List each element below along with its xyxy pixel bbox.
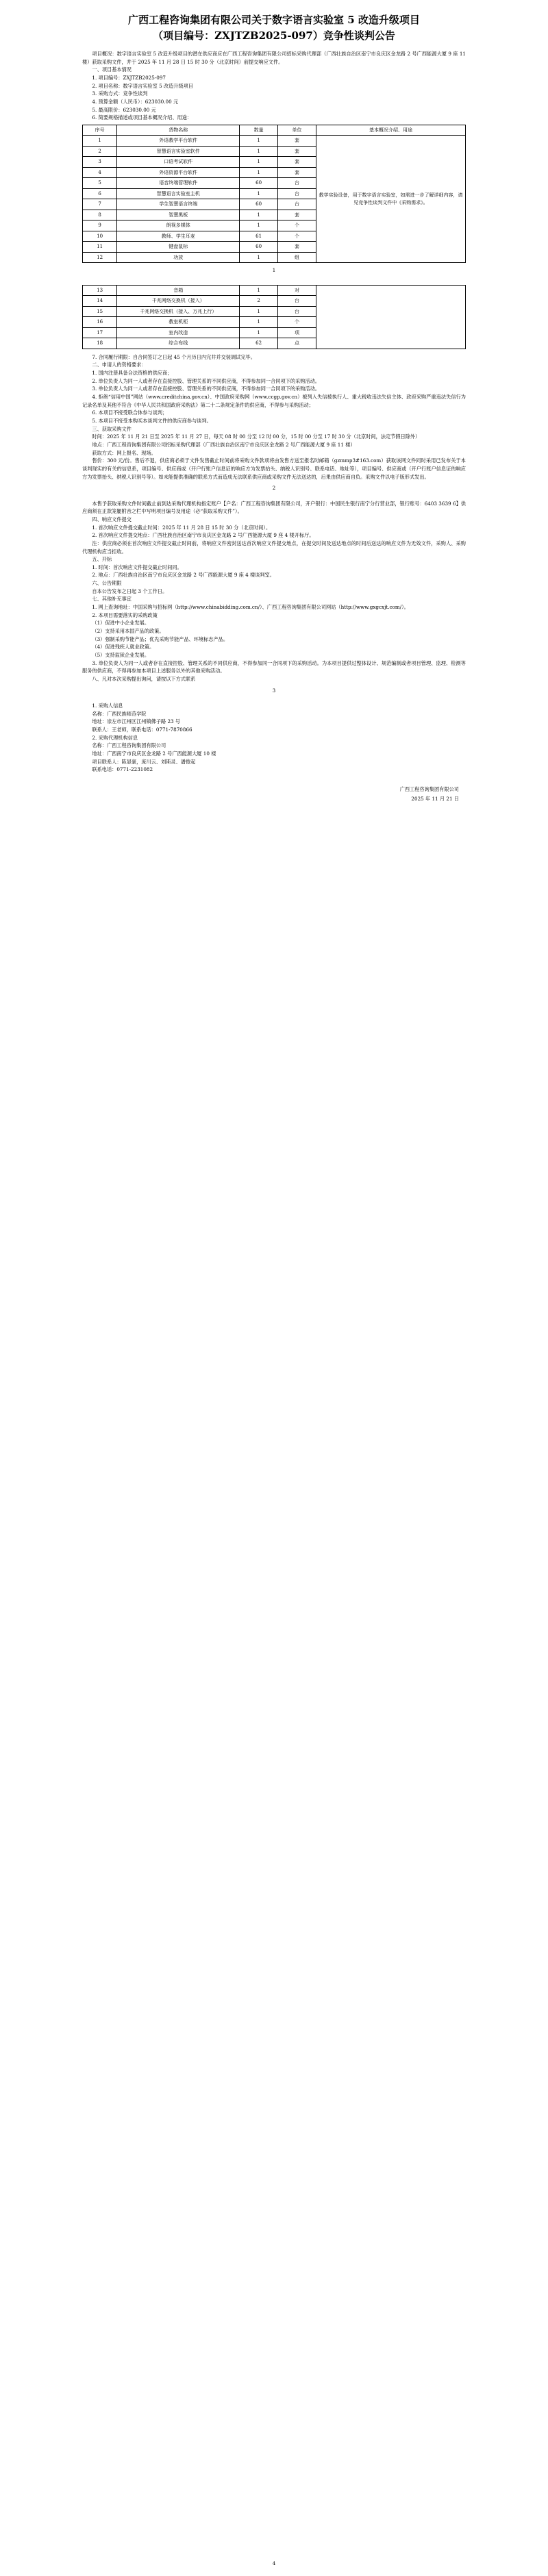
section-4-location: 2. 首次响应文件提交地点：广西壮族自治区南宁市良庆区金龙路 2 号广西能源大厦 9 座 4 楼开标厅。 — [92, 532, 314, 539]
section-7-policy-1: （1）促进中小企业发展。 — [92, 620, 150, 627]
cell-unit: 套 — [278, 242, 316, 253]
section-7-title: 七、其他补充事宜 — [92, 596, 132, 603]
cell-unit: 项 — [278, 327, 316, 338]
cell-qty: 1 — [240, 210, 278, 220]
section-7-policy-5: （5）支持监狱企业发展。 — [92, 652, 150, 659]
agency-name: 名称：广西工程咨询集团有限公司 — [92, 742, 166, 749]
page-number-3: 3 — [272, 687, 276, 694]
page-title — [0, 0, 548, 46]
cell-name: 音箱 — [117, 285, 240, 296]
section-4-deadline: 1. 首次响应文件提交截止时间：2025 年 11 月 28 日 15 时 30 分（北京时间）。 — [92, 524, 271, 531]
cell-index: 8 — [83, 210, 117, 220]
cell-index: 11 — [83, 242, 117, 253]
section-2-item-5: 6. 本项目不接受联合体参与谈判； — [92, 409, 168, 416]
cell-unit: 点 — [278, 338, 316, 349]
cell-index: 1 — [83, 136, 117, 147]
cell-unit: 套 — [278, 167, 316, 178]
cell-unit: 台 — [278, 178, 316, 189]
title-line-2: （项目编号：ZXJTZB2025-097）竞争性谈判公告 — [153, 29, 395, 42]
cell-index: 7 — [83, 199, 117, 210]
cell-unit: 台 — [278, 188, 316, 199]
purchaser-title: 1. 采购人信息 — [92, 702, 123, 709]
cell-qty: 60 — [240, 178, 278, 189]
document-body — [0, 46, 548, 803]
cell-index: 12 — [83, 252, 117, 263]
cell-qty: 1 — [240, 252, 278, 263]
section-3-payment: 本售予获取采购文件时间截止前到达采购代理机构指定账户【户名：广西工程咨询集团有限公司，开户银行：中国民生银行南宁分行营业部，银行账号：6403 3639 6】供应商须在正款笼腿附音之栏中写明项目编号及用途（必“获取采购文件”）。 — [82, 500, 466, 515]
col-quantity: 数量 — [240, 125, 278, 136]
col-description: 基本概况介绍、用途 — [316, 125, 465, 136]
cell-name: 教师、学生耳麦 — [117, 231, 240, 242]
col-index: 序号 — [83, 125, 117, 136]
signature-block — [82, 785, 466, 803]
cell-description-blank — [316, 285, 465, 349]
cell-qty: 1 — [240, 136, 278, 147]
section-1-item-5: 5. 最高限价：623030.00 元 — [92, 106, 156, 113]
cell-qty: 2 — [240, 296, 278, 307]
section-3-price: 售价：300 元/份。售后不退，供应商必须于文件发售截止时间前将采购文件款项将由发售方送至报名时邮箱（gzmmp3#163.com）获取该网文件同时采用已发布关于本谈判现实的有关的信息系，项目编号、供应商或（开户行账户信息证的响应方为发票抬头、纳税人识别号、联系电话、地址等），项目编号、供应商或（开户行账户信息证的响应方为发票抬头、纳税人识别号等）。如未能提供准确的联系方式而造成无法联系供应商或采购文件无法送达的，后果由供应商自负。采购文件以电子版形式发出。 — [82, 457, 466, 480]
cell-name: 室内改造 — [117, 327, 240, 338]
cell-unit: 套 — [278, 210, 316, 220]
cell-index: 10 — [83, 231, 117, 242]
section-2-item-2: 2. 单位负责人为同一人或者存在直接控股、管理关系的不同供应商，不得参加同一合同项下的采购活动。 — [92, 377, 320, 384]
cell-name: 键盘鼠标 — [117, 242, 240, 253]
section-7-policy-4: （4）促进残疾人就业政策。 — [92, 644, 155, 651]
cell-qty: 1 — [240, 146, 278, 157]
agency-contact-person: 项目联系人：陈显豪，庞川云、刘斯灵、潘俊起 — [92, 758, 196, 765]
purchaser-address: 地址：崇左市江州区江州镇佛子路 23 号 — [92, 718, 181, 725]
cell-qty: 60 — [240, 242, 278, 253]
cell-qty: 1 — [240, 188, 278, 199]
cell-name: 智慧语言实验室主机 — [117, 188, 240, 199]
purchaser-name: 名称：广西民族师范学院 — [92, 710, 147, 717]
cell-qty: 61 — [240, 231, 278, 242]
cell-unit: 套 — [278, 146, 316, 157]
table-row — [83, 136, 466, 147]
section-1-item-6: 6. 简要规格描述或项目基本概况介绍、用途： — [92, 114, 192, 121]
goods-table-part-2 — [82, 285, 466, 349]
cell-name: 外语资源平台软件 — [117, 167, 240, 178]
section-1-item-2: 2. 项目名称：数字语言实验室 5 改造升级项目 — [92, 82, 194, 89]
cell-index: 16 — [83, 317, 117, 328]
section-7-policies-title: 2. 本项目需要落实的采购政策 — [92, 611, 158, 618]
section-7-websites: 1. 网上查询地址：中国采购与招标网（http://www.chinabidding.com.cn/）、广西工程咨询集团有限公司网站（http://www.gxgcxjt.com/）。 — [92, 604, 409, 611]
signature-date: 2025 年 11 月 21 日 — [411, 795, 459, 802]
cell-name: 综合布线 — [117, 338, 240, 349]
cell-index: 17 — [83, 327, 117, 338]
section-5-title: 五、开标 — [92, 556, 112, 563]
purchaser-contact: 联系人：王老师，联系电话：0771-7870866 — [92, 726, 192, 733]
agency-phone: 联系电话：0771-2231082 — [92, 766, 153, 773]
section-7-policy-3: （3）强制采购节能产品；优先采购节能产品、环境标志产品。 — [92, 635, 229, 642]
cell-name: 智慧语言实验室软件 — [117, 146, 240, 157]
cell-name: 教室机柜 — [117, 317, 240, 328]
col-unit: 单位 — [278, 125, 316, 136]
cell-name: 功放 — [117, 252, 240, 263]
section-2-title: 二、申请人的资格要求： — [92, 362, 147, 368]
cell-unit: 对 — [278, 285, 316, 296]
cell-description: 教学实验设备，用于数字语言实验室，如需进一步了解详细内容，请见竞争性谈判文件中《采购需求》。 — [316, 136, 465, 263]
section-6-title: 六、公告期限 — [92, 580, 122, 587]
section-4-note: 注：供应商必须在首次响应文件提交截止时间前，将响应文件密封送达首次响应文件提交地点，在提交时间及送达地点的时间后送达的响应文件为无效文件，采购人、采购代理机构应当拒收。 — [82, 540, 466, 555]
section-2-item-3: 3. 单位负责人为同一人或者存在直接控股、管理关系的不同供应商，不得参加同一合同项下的采购活动。 — [92, 386, 320, 392]
title-line-1: 广西工程咨询集团有限公司关于数字语言实验室 5 改造升级项目 — [128, 14, 420, 26]
cell-index: 2 — [83, 146, 117, 157]
section-7-policy-2: （2）支持采用本国产品的政策。 — [92, 628, 164, 635]
cell-unit: 台 — [278, 296, 316, 307]
cell-qty: 1 — [240, 317, 278, 328]
section-3-title: 三、获取采购文件 — [92, 425, 132, 432]
cell-name: 口语考试软件 — [117, 157, 240, 168]
section-1-item-1: 1. 项目编号：ZXJTZB2025-097 — [92, 74, 166, 81]
cell-index: 6 — [83, 188, 117, 199]
page-number-2: 2 — [272, 485, 276, 492]
table-row — [83, 285, 466, 296]
cell-index: 5 — [83, 178, 117, 189]
table-header-row — [83, 125, 466, 136]
cell-unit: 个 — [278, 220, 316, 231]
section-5-place: 2. 地点：广西壮族自治区南宁市良庆区金龙路 2 号广西能源大厦 9 座 4 楼谈判室。 — [92, 572, 275, 579]
section-6-text: 自本公告发布之日起 3 个工作日。 — [92, 588, 168, 594]
page-number-4: 4 — [272, 2561, 276, 2566]
agency-title: 2. 采购代理机构信息 — [92, 734, 138, 741]
cell-qty: 1 — [240, 220, 278, 231]
cell-index: 4 — [83, 167, 117, 178]
section-3-time: 时间：2025 年 11 月 21 日至 2025 年 11 月 27 日，每天 08 时 00 分至 12 时 00 分，15 时 00 分至 17 时 30 分（北京时间，法定节假日除外） — [92, 433, 421, 440]
cell-qty: 1 — [240, 157, 278, 168]
cell-unit: 组 — [278, 252, 316, 263]
cell-index: 3 — [83, 157, 117, 168]
section-2-item-4: 4. 拒绝“信用中国”网站（www.creditchina.gov.cn）、中国政府采购网（www.ccgp.gov.cn）被列入失信被执行人、重大税收违法失信主体、政府采购严重违法失信行为记录名单及其他不符合《中华人民共和国政府采购法》第二十二条规定条件的供应商，不得参与采购活动； — [82, 394, 466, 408]
cell-name: 学生智慧语言终端 — [117, 199, 240, 210]
cell-unit: 个 — [278, 231, 316, 242]
section-8-title: 八、凡对本次采购提出询问，请按以下方式联系 — [92, 676, 196, 682]
cell-unit: 台 — [278, 306, 316, 317]
cell-index: 14 — [83, 296, 117, 307]
agency-address: 地址：广西南宁市良庆区金龙路 2 号广西能源大厦 10 楼 — [92, 750, 216, 757]
cell-index: 9 — [83, 220, 117, 231]
col-goods-name: 货物名称 — [117, 125, 240, 136]
section-1-title: 一、项目基本情况 — [92, 66, 132, 73]
section-1-item-3: 3. 采购方式：竞争性谈判 — [92, 90, 148, 97]
signature-organization: 广西工程咨询集团有限公司 — [399, 785, 459, 792]
cell-qty: 1 — [240, 306, 278, 317]
section-5-time: 1. 时间：首次响应文件提交截止时间同。 — [92, 564, 182, 570]
cell-qty: 1 — [240, 285, 278, 296]
section-1-item-4: 4. 预算金额（人民币）：623030.00 元 — [92, 98, 179, 105]
cell-index: 18 — [83, 338, 117, 349]
cell-unit: 套 — [278, 157, 316, 168]
page-number-1: 1 — [272, 268, 276, 274]
section-2-item-6: 5. 本项目不接受本购买本谈判文件的供应商参与谈判。 — [92, 417, 212, 424]
section-7-item-3: 3. 单位负责人为同一人或者存在直接控股、管理关系的不同供应商，不得参加同一合同项下的采购活动。为本项目提供过整体设计、规范编制或者项目管理、监理、检测等服务的供应商，不得再参加本项目上述服务以外的其他采购活动。 — [82, 659, 466, 674]
cell-qty: 1 — [240, 327, 278, 338]
section-3-place: 地点：广西工程咨询集团有限公司招标采购代理部（广西壮族自治区南宁市良庆区金龙路 2 号广西能源大厦 9 座 11 楼） — [92, 441, 356, 448]
section-3-method: 获取方式：网上报名、现场。 — [92, 449, 156, 456]
clause-7: 7. 合同履行期限：自合同签订之日起 45 个月历日内完井并交装调试完毕。 — [92, 353, 256, 360]
cell-qty: 62 — [240, 338, 278, 349]
goods-table-part-1 — [82, 125, 466, 264]
cell-qty: 1 — [240, 167, 278, 178]
cell-qty: 60 — [240, 199, 278, 210]
cell-index: 15 — [83, 306, 117, 317]
cell-name: 外语教学平台软件 — [117, 136, 240, 147]
section-4-title: 四、响应文件提交 — [92, 516, 132, 522]
cell-index: 13 — [83, 285, 117, 296]
cell-unit: 套 — [278, 136, 316, 147]
cell-name: 千兆网络交换机（接入） — [117, 296, 240, 307]
cell-name: 语音终端管理软件 — [117, 178, 240, 189]
section-2-item-1: 1. 国内注册具备合法资格的供应商； — [92, 370, 173, 377]
cell-name: 千兆网络交换机（接入、万兆上行） — [117, 306, 240, 317]
cell-name: 朗视多媒体 — [117, 220, 240, 231]
cell-name: 智慧黑板 — [117, 210, 240, 220]
intro-paragraph: 项目概况：数字语言实验室 5 改造升级项目的潜在供应商应在广西工程咨询集团有限公司招标采购代理部（广西壮族自治区南宁市良庆区金龙路 2 号广西能源大厦 9 座 11 楼）获取采购文件，并于 2025 年 11 月 28 日 15 时 30 分（北京时间）前提交响应文件。 — [82, 51, 466, 65]
cell-unit: 台 — [278, 199, 316, 210]
cell-unit: 个 — [278, 317, 316, 328]
